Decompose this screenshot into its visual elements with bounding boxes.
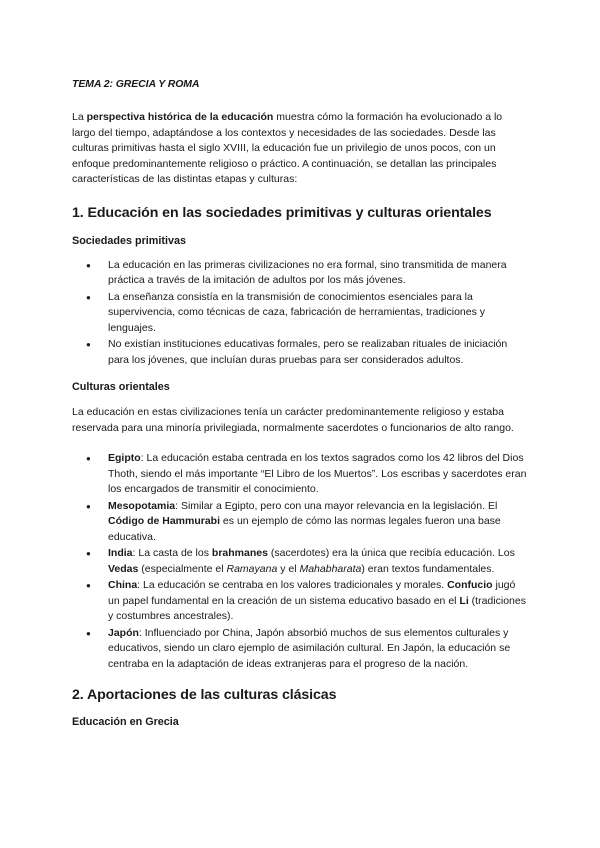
- list-item: ● La educación en las primeras civilizaciones no era formal, sino transmitida de manera práctica a través de la imitación de adultos por los más jóvenes.: [72, 258, 528, 289]
- list-item: ● No existían instituciones educativas formales, pero se realizaban rituales de iniciación para los jóvenes, que incluían duras pruebas para ser considerados adultos.: [72, 337, 528, 368]
- list-item-china: ● China: La educación se centraba en los valores tradicionales y morales. Confucio jugó un papel fundamental en la creación de un sistema educativo basado en el Li (tradiciones y costumbres ancestrales).: [72, 578, 528, 625]
- list-item: ● La enseñanza consistía en la transmisión de conocimientos esenciales para la supervivencia, como técnicas de caza, fabricación de herramientas, tradiciones y lenguajes.: [72, 290, 528, 337]
- oriental-cultures-list: [72, 451, 528, 672]
- subsection-oriental-heading: Culturas orientales: [72, 381, 170, 393]
- list-item-mesopotamia: ● Mesopotamia: Similar a Egipto, pero con una mayor relevancia en la legislación. El Código de Hammurabi es un ejemplo de cómo las normas legales fueron una base educativa.: [72, 499, 528, 546]
- section-2-heading: 2. Aportaciones de las culturas clásicas: [72, 687, 337, 703]
- section-1-heading: 1. Educación en las sociedades primitivas y culturas orientales: [72, 204, 492, 221]
- oriental-cultures-paragraph: La educación en estas civilizaciones tenía un carácter predominantemente religioso y estaba reservada para una minoría privilegiada, normalmente sacerdotes o funcionarios de alto rango.: [72, 406, 514, 434]
- intro-bold-term: perspectiva histórica de la educación: [86, 111, 274, 123]
- document-page: [72, 78, 528, 739]
- intro-text-start: La: [72, 111, 87, 123]
- document-title: TEMA 2: GRECIA Y ROMA: [72, 78, 200, 90]
- list-item-egipto: ● Egipto: La educación estaba centrada en los textos sagrados como los 42 libros del Dios Thoth, siendo el más importante “El Libro de los Muertos”. Los escribas y sacerdotes eran los encargados de transmitir el conocimiento.: [72, 451, 528, 498]
- intro-text-end: muestra cómo la formación ha evolucionado a lo largo del tiempo, adaptándose a los contextos y necesidades de las sociedades. Desde las culturas primitivas hasta el siglo XVIII, la educación fue un privilegio de unos pocos, con un enfoque predominantemente religioso o práctico. A continuación, se detallan las principales características de las distintas etapas y culturas:: [72, 111, 503, 185]
- subsection-greece-heading: Educación en Grecia: [72, 716, 179, 728]
- list-item-india: ● India: La casta de los brahmanes (sacerdotes) era la única que recibía educación. Los Vedas (especialmente el Ramayana y el Mahabharata) eran textos fundamentales.: [72, 546, 528, 577]
- list-item-japon: ● Japón: Influenciado por China, Japón absorbió muchos de sus elementos culturales y educativos, siendo un claro ejemplo de asimilación cultural. En Japón, la educación se centraba en la adaptación de ideas extranjeras para el progreso de la nación.: [72, 626, 528, 673]
- primitive-societies-list: [72, 258, 528, 369]
- subsection-primitive-heading: Sociedades primitivas: [72, 234, 187, 247]
- intro-paragraph: [72, 110, 528, 188]
